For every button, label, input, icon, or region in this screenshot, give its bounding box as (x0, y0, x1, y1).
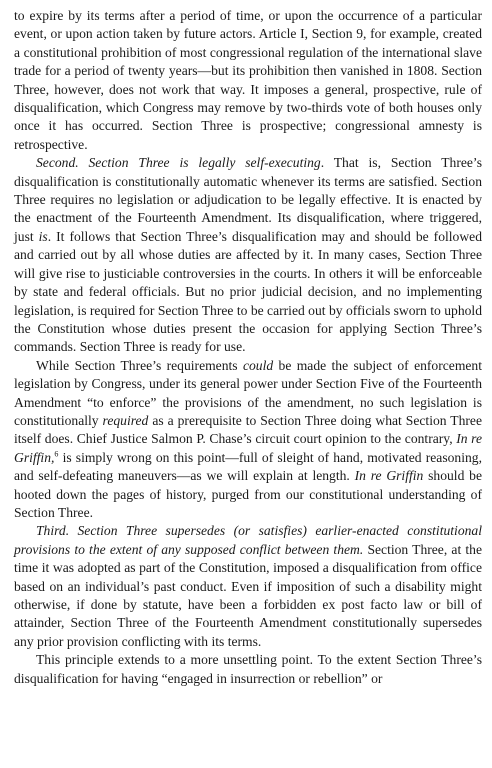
text-run: be made the subject of enforcement legislation by Congress, under its general power under Section Five of the Fourteenth Amendment “to enforce” the provisions of the amendment, no such legislation is constitutionally (14, 357, 483, 428)
italic-text-run: Third. Section Three supersedes (or satisfies) earlier-enacted constitutional provisions to the extent of any supposed conflict between them. (14, 523, 482, 557)
italic-text-run: In re Griffin (354, 468, 424, 484)
text-run: to expire by its terms after a period of time, or upon the occurrence of a particular event, or upon action taken by future actors. Article I, Section 9, for example, created a constitutional prohibition of most congressional regulation of the international slave trade for a period of twenty years—but its prohibition then vanished in 1808. Section Three, however, does not work that way. It imposes a general, prospective, rule of disqualification, which Congress may remove by two-thirds vote of both houses only once it has occurred. Section Three is prospective; congressional amnesty is retrospective. (14, 8, 482, 152)
italic-text-run: is (38, 228, 48, 244)
text-run: as a prerequisite to Section Three doing what Section Three itself does. Chief Justice Salmon P. Chase’s circuit court opinion to the contrary, (14, 412, 482, 447)
text-run: . It follows that Section Three’s disqualification may and should be followed and carried out by all whose duties are affected by it. In many cases, Section Three will give rise to justiciable controversies in the courts. In others it will be enforceable by state and federal officials. But no prior judicial decision, and no implementing legislation, is required for Section Three to be carried out by officials sworn to uphold the Constitution whose duties present the occasion for applying Section Three’s commands. Section Three is ready for use. (14, 228, 482, 355)
paragraph-expiry (14, 7, 482, 154)
paragraph-self-executing (14, 154, 482, 356)
italic-text-run: could (242, 357, 274, 373)
italic-text-run: In re Griffin (14, 431, 482, 465)
italic-text-run: Second. Section Three is legally self-executing (36, 155, 321, 171)
paragraph-enforcement-legislation (14, 357, 482, 523)
footnote-marker[interactable]: 6 (54, 449, 59, 459)
italic-text-run: required (102, 412, 149, 428)
text-run: . That is, Section Three’s disqualification is constitutionally automatic whenever its terms are satisfied. Section Three requires no legislation or adjudication to be legally effective. It is enacted by the enactment of the Fourteenth Amendment. Its disqualification, where triggered, just (14, 155, 482, 244)
text-run: This principle extends to a more unsettling point. To the extent Section Three’s disqualification for having “engaged in insurrection or rebellion” or (14, 652, 482, 686)
paragraph-supersedes (14, 522, 482, 651)
paragraph-unsettling-point (14, 651, 482, 688)
text-run: should be hooted down the pages of history, purged from our constitutional understanding of Section Three. (14, 468, 482, 520)
text-run: Section Three, at the time it was adopted as part of the Constitution, imposed a disqualification from office based on an individual’s past conduct. Even if imposition of such a disability might otherwise, if done by statute, have been a forbidden ex post facto law or bill of attainder, Section Three of the Fourteenth Amendment constitutionally supersedes any prior provision conflicting with its terms. (14, 541, 482, 649)
text-run: is simply wrong on this point—full of sleight of hand, motivated reasoning, and self-defeating maneuvers—as we will explain at length. (14, 449, 482, 484)
document-page (14, 7, 482, 688)
italic-text-run: , (51, 449, 55, 465)
text-run: While Section Three’s requirements (36, 357, 243, 373)
